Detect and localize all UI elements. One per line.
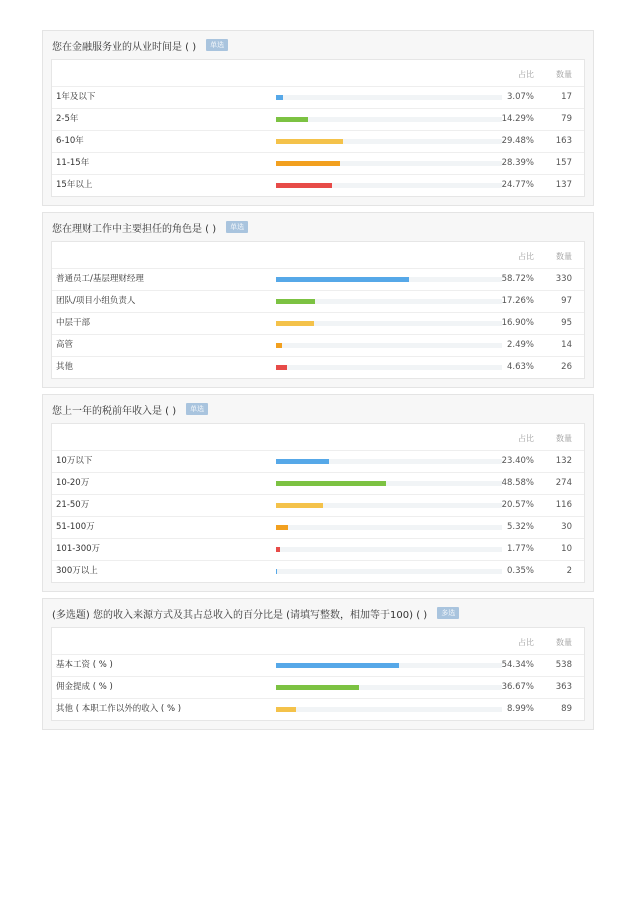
question-header [43, 599, 593, 627]
table-header [52, 628, 584, 655]
option-label: 11-15年 [56, 158, 90, 168]
count-value: 157 [555, 158, 572, 168]
option-label: 其他 ( 本职工作以外的收入 ( % ) [56, 704, 182, 714]
results-table [51, 423, 585, 583]
bar-track [276, 663, 502, 668]
question-header [43, 395, 593, 423]
count-value: 26 [561, 362, 572, 372]
percent-value: 14.29% [501, 114, 534, 124]
percent-bar [276, 299, 315, 304]
question-type-badge: 单选 [186, 403, 208, 415]
count-header: 数量 [556, 434, 572, 443]
count-value: 10 [561, 544, 572, 554]
percent-header: 占比 [518, 434, 534, 443]
percent-value: 16.90% [501, 318, 534, 328]
option-label: 300万以上 [56, 566, 98, 576]
count-value: 330 [555, 274, 572, 284]
percent-value: 3.07% [506, 92, 534, 102]
question-title: 您在理财工作中主要担任的角色是 ( ) [52, 223, 217, 235]
percent-bar [276, 547, 280, 552]
bar-track [276, 95, 502, 100]
percent-value: 4.63% [506, 362, 534, 372]
table-header [52, 60, 584, 87]
bar-track [276, 569, 502, 574]
table-row [52, 677, 584, 699]
percent-bar [276, 707, 296, 712]
count-value: 95 [561, 318, 572, 328]
table-row [52, 87, 584, 109]
percent-value: 20.57% [501, 500, 534, 510]
table-row [52, 451, 584, 473]
percent-value: 5.32% [506, 522, 534, 532]
bar-track [276, 139, 502, 144]
percent-bar [276, 481, 386, 486]
option-label: 其他 [56, 362, 74, 372]
table-row [52, 131, 584, 153]
percent-bar [276, 343, 282, 348]
table-row [52, 291, 584, 313]
percent-bar [276, 139, 343, 144]
table-row [52, 357, 584, 378]
table-row [52, 473, 584, 495]
percent-header: 占比 [518, 638, 534, 647]
question-header [43, 31, 593, 59]
table-row [52, 335, 584, 357]
percent-bar [276, 685, 359, 690]
percent-bar [276, 525, 288, 530]
option-label: 51-100万 [56, 522, 95, 532]
option-label: 101-300万 [56, 544, 101, 554]
option-label: 21-50万 [56, 500, 90, 510]
percent-bar [276, 95, 283, 100]
percent-value: 8.99% [506, 704, 534, 714]
percent-header: 占比 [518, 70, 534, 79]
percent-bar [276, 117, 308, 122]
table-row [52, 153, 584, 175]
count-value: 89 [561, 704, 572, 714]
option-label: 10万以下 [56, 456, 93, 466]
question-card [42, 30, 594, 206]
bar-track [276, 503, 502, 508]
question-title: 您在金融服务业的从业时间是 ( ) [52, 41, 197, 53]
percent-bar [276, 569, 277, 574]
bar-track [276, 277, 502, 282]
question-card [42, 598, 594, 730]
bar-track [276, 183, 502, 188]
percent-bar [276, 459, 329, 464]
bar-track [276, 481, 502, 486]
percent-bar [276, 161, 340, 166]
count-value: 17 [561, 92, 572, 102]
option-label: 佣金提成 ( % ) [56, 682, 113, 692]
option-label: 高管 [56, 340, 74, 350]
bar-track [276, 343, 502, 348]
count-value: 137 [555, 180, 572, 190]
bar-track [276, 459, 502, 464]
table-row [52, 539, 584, 561]
table-row [52, 699, 584, 720]
question-type-badge: 单选 [226, 221, 248, 233]
bar-track [276, 707, 502, 712]
count-value: 116 [555, 500, 572, 510]
question-title: (多选题) 您的收入来源方式及其占总收入的百分比是 (请填写整数，相加等于100) ( ) [52, 609, 428, 621]
percent-bar [276, 321, 314, 326]
table-header [52, 242, 584, 269]
count-value: 97 [561, 296, 572, 306]
percent-value: 2.49% [506, 340, 534, 350]
results-table [51, 627, 585, 721]
count-value: 363 [555, 682, 572, 692]
count-value: 163 [555, 136, 572, 146]
question-type-badge: 单选 [206, 39, 228, 51]
question-type-badge: 多选 [437, 607, 459, 619]
percent-bar [276, 503, 323, 508]
percent-value: 1.77% [506, 544, 534, 554]
table-row [52, 313, 584, 335]
option-label: 6-10年 [56, 136, 84, 146]
option-label: 团队/项目小组负责人 [56, 296, 136, 306]
bar-track [276, 161, 502, 166]
table-row [52, 175, 584, 196]
percent-bar [276, 663, 399, 668]
results-table [51, 241, 585, 379]
option-label: 15年以上 [56, 180, 93, 190]
results-table [51, 59, 585, 197]
bar-track [276, 525, 502, 530]
table-row [52, 517, 584, 539]
count-value: 30 [561, 522, 572, 532]
percent-value: 28.39% [501, 158, 534, 168]
count-header: 数量 [556, 252, 572, 261]
bar-track [276, 117, 502, 122]
option-label: 10-20万 [56, 478, 90, 488]
bar-track [276, 685, 502, 690]
bar-track [276, 299, 502, 304]
count-value: 132 [555, 456, 572, 466]
count-value: 2 [566, 566, 572, 576]
percent-value: 29.48% [501, 136, 534, 146]
question-header [43, 213, 593, 241]
percent-value: 17.26% [501, 296, 534, 306]
count-header: 数量 [556, 638, 572, 647]
count-value: 14 [561, 340, 572, 350]
count-header: 数量 [556, 70, 572, 79]
percent-bar [276, 365, 287, 370]
count-value: 538 [555, 660, 572, 670]
bar-track [276, 321, 502, 326]
option-label: 基本工资 ( % ) [56, 660, 113, 670]
bar-track [276, 365, 502, 370]
table-row [52, 495, 584, 517]
question-card [42, 394, 594, 592]
count-value: 274 [555, 478, 572, 488]
bar-track [276, 547, 502, 552]
table-header [52, 424, 584, 451]
table-row [52, 561, 584, 582]
option-label: 普通员工/基层理财经理 [56, 274, 144, 284]
percent-bar [276, 183, 332, 188]
option-label: 1年及以下 [56, 92, 96, 102]
question-title: 您上一年的税前年收入是 ( ) [52, 405, 177, 417]
count-value: 79 [561, 114, 572, 124]
percent-value: 23.40% [501, 456, 534, 466]
percent-value: 54.34% [501, 660, 534, 670]
percent-header: 占比 [518, 252, 534, 261]
percent-value: 24.77% [501, 180, 534, 190]
table-row [52, 655, 584, 677]
table-row [52, 109, 584, 131]
percent-value: 36.67% [501, 682, 534, 692]
option-label: 2-5年 [56, 114, 79, 124]
percent-value: 58.72% [501, 274, 534, 284]
percent-bar [276, 277, 409, 282]
question-card [42, 212, 594, 388]
option-label: 中层干部 [56, 318, 91, 328]
table-row [52, 269, 584, 291]
percent-value: 48.58% [501, 478, 534, 488]
percent-value: 0.35% [506, 566, 534, 576]
